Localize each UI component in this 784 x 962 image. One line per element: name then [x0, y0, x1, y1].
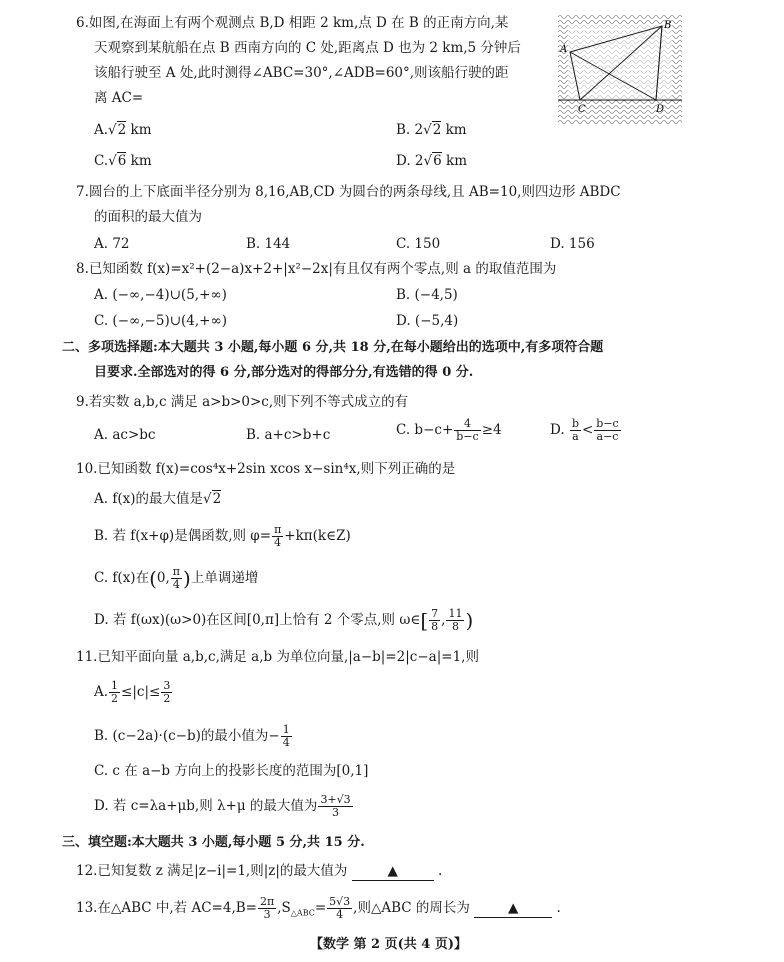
q9-option-a: A. ac>bc: [94, 427, 156, 443]
q11-line1: 11.已知平面向量 a,b,c,满足 a,b 为单位向量,|a−b|=2|c−a|=1,则: [76, 649, 479, 665]
q11-option-b: B. (c−2a)·(c−b)的最小值为− $\frac{1}{4}$: [94, 723, 290, 749]
q10-option-b: B. 若 f(x+φ)是偶函数,则 φ= $\frac{\pi}{4}$ +kπ(k∈Z): [94, 523, 351, 549]
figure-label-a: A: [560, 44, 568, 55]
page-footer: 【数学 第 2 页(共 4 页)】: [310, 937, 468, 952]
q13-answer-blank[interactable]: ▲: [474, 899, 552, 918]
q7-option-c: C. 150: [396, 236, 441, 252]
q12-line: 12.已知复数 z 满足|z−i|=1,则|z|的最大值为 ▲ .: [76, 863, 443, 879]
q10-line1: 10.已知函数 f(x)=cos⁴x+2sin xcos x−sin⁴x,则下列正确的是: [76, 461, 456, 477]
q11-option-a: A. $\frac{1}{2}$ ≤|c|≤ $\frac{3}{2}$: [94, 679, 171, 705]
q6-figure: [558, 14, 682, 124]
q6-option-d: D. 2√6 km: [396, 153, 467, 169]
q12-answer-blank[interactable]: ▲: [352, 862, 434, 881]
q7-line2: 的面积的最大值为: [94, 209, 202, 225]
q7-line1: 7.圆台的上下底面半径分别为 8,16,AB,CD 为圆台的两条母线,且 AB=10,则四边形 ABDC: [76, 184, 621, 200]
q10-option-c: C. f(x)在(0, $\frac{\pi}{4}$ )上单调递增: [94, 565, 259, 591]
q11-option-d: D. 若 c=λa+μb,则 λ+μ 的最大值为 $\frac{3+√3}{3}$: [94, 793, 351, 819]
q8-line1: 8.已知函数 f(x)=x²+(2−a)x+2+|x²−2x|有且仅有两个零点,则 a 的取值范围为: [76, 261, 557, 277]
q8-option-c: C. (−∞,−5)∪(4,+∞): [94, 313, 227, 329]
q11-option-c: C. c 在 a−b 方向上的投影长度的范围为[0,1]: [94, 763, 369, 779]
q9-line1: 9.若实数 a,b,c 满足 a>b>0>c,则下列不等式成立的有: [76, 394, 409, 410]
q10-option-d: D. 若 f(ωx)(ω>0)在区间[0,π]上恰有 2 个零点,则 ω∈[ $\frac{7}{8}$ , $\frac{11}{8}$ ): [94, 607, 474, 633]
figure-label-c: C: [578, 104, 586, 115]
q8-option-b: B. (−4,5): [396, 287, 458, 303]
q7-option-d: D. 156: [550, 236, 595, 252]
q9-option-d: D. $\frac{b}{a}$ < $\frac{b-c}{a-c}$: [550, 417, 619, 443]
q6-option-a: A.√2 km: [94, 122, 152, 138]
section2-heading-line1: 二、多项选择题:本大题共 3 小题,每小题 6 分,共 18 分,在每小题给出的选项中,有多项符合题: [62, 340, 604, 355]
q7-option-b: B. 144: [246, 236, 291, 252]
q8-option-d: D. (−5,4): [396, 313, 459, 329]
figure-label-b: B: [664, 20, 672, 31]
q8-option-a: A. (−∞,−4)∪(5,+∞): [94, 287, 227, 303]
q6-option-c: C.√6 km: [94, 153, 152, 169]
q6-line3: 该船行驶至 A 处,此时测得∠ABC=30°,∠ADB=60°,则该船行驶的距: [94, 65, 509, 81]
section3-heading: 三、填空题:本大题共 3 小题,每小题 5 分,共 15 分.: [62, 835, 365, 850]
q10-option-a: A. f(x)的最大值是√2: [94, 491, 222, 507]
q6-option-b: B. 2√2 km: [396, 122, 467, 138]
q9-option-b: B. a+c>b+c: [246, 427, 331, 443]
section2-heading-line2: 目要求.全部选对的得 6 分,部分选对的得部分分,有选错的得 0 分.: [94, 365, 474, 380]
q13-line: 13.在△ABC 中,若 AC=4,B= $\frac{2\pi}{3}$ $,S_{\triangle ABC}=$ $\frac{5√3}{4}$ ,则△ABC 的周长为 ▲ .: [76, 895, 561, 921]
q6-line2: 天观察到某航船在点 B 西南方向的 C 处,距离点 D 也为 2 km,5 分钟后: [94, 40, 521, 56]
q6-line4: 离 AC=: [94, 90, 144, 106]
q7-option-a: A. 72: [94, 236, 130, 252]
figure-label-d: D: [656, 104, 665, 115]
q6-line1: 6.如图,在海面上有两个观测点 B,D 相距 2 km,点 D 在 B 的正南方向,某: [76, 15, 509, 31]
q9-option-c: C. b−c+ $\frac{4}{b-c}$ ≥4: [396, 417, 502, 443]
